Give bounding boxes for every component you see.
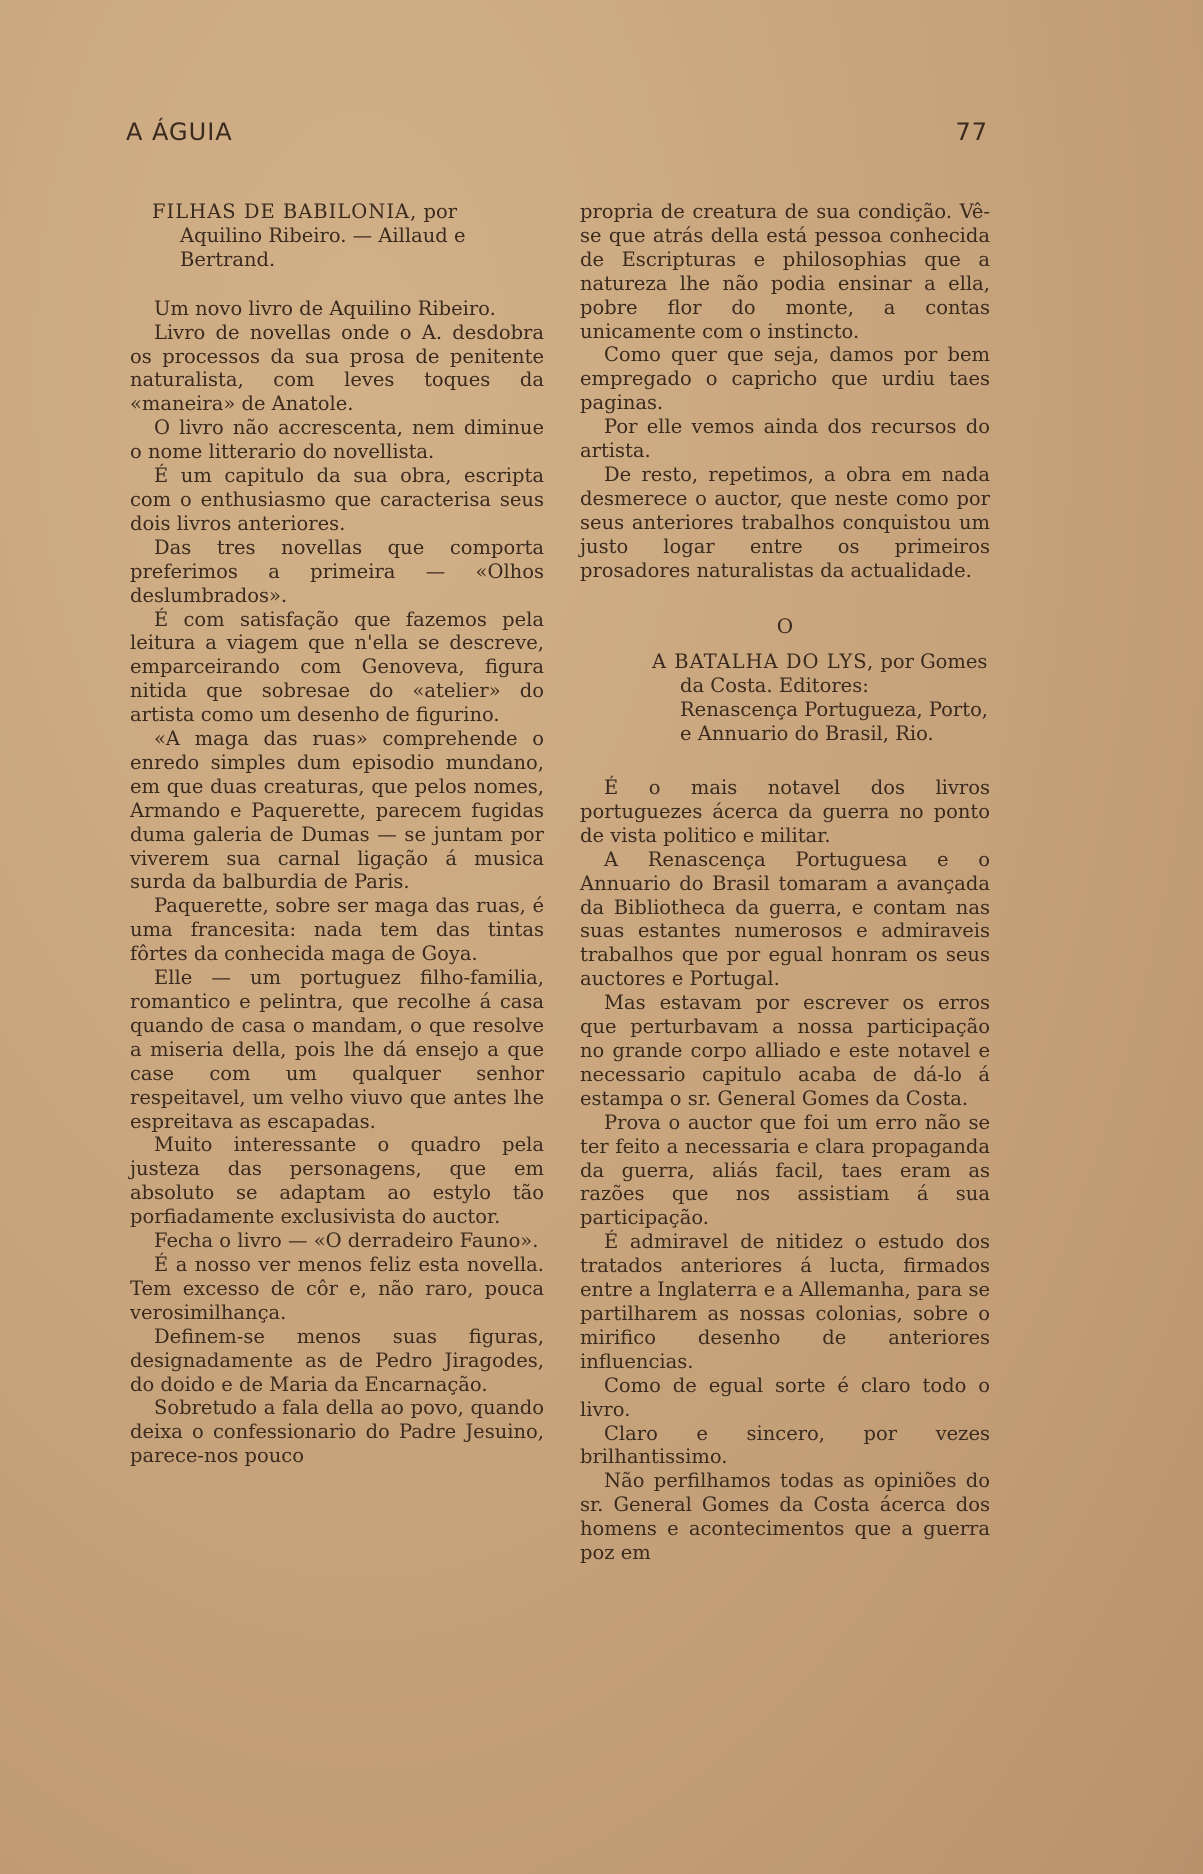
review-heading-batalha: [580, 650, 990, 746]
paragraph: Um novo livro de Aquilino Ribeiro.: [154, 296, 496, 320]
paragraph: É a nosso ver menos feliz esta novella. Tem excesso de côr e, não raro, pouca verosimilhança.: [130, 1252, 544, 1324]
journal-title: A ÁGUIA: [126, 118, 233, 146]
paragraph: Por elle vemos ainda dos recursos do artista.: [580, 415, 990, 463]
paragraph: propria de creatura de sua condição. Vê-se que atrás della está pessoa conhecida de Escripturas e philosophias que a natureza lhe não podia ensinar a ella, pobre flor do monte, a contas unicamente com o instincto.: [580, 200, 990, 343]
paragraph: Sobretudo a fala della ao povo, quando deixa o confessionario do Padre Jesuino, parece-nos pouco: [130, 1396, 544, 1468]
paragraph: Paquerette, sobre ser maga das ruas, é uma francesita: nada tem das tintas fôrtes da conhecida maga de Goya.: [130, 894, 544, 966]
paragraph: É admiravel de nitidez o estudo dos tratados anteriores á lucta, firmados entre a Inglaterra e a Allemanha, para se partilharem as nossas colonias, sobre o mirifico desenho de anteriores influencias.: [580, 1230, 990, 1373]
paragraph: É com satisfação que fazemos pela leitura a viagem que n'ella se descreve, emparceirando com Genoveva, figura nitida que sobresae do «atelier» do artista como um desenho de figurino.: [130, 607, 544, 727]
paragraph: É o mais notavel dos livros portuguezes ácerca da guerra no ponto de vista politico e militar.: [580, 776, 990, 847]
paragraph: É um capitulo da sua obra, escripta com o enthusiasmo que caracterisa seus dois livros anteriores.: [130, 464, 544, 535]
paragraph: Elle — um portuguez filho-familia, romantico e pelintra, que recolhe á casa quando de casa o mandam, o que resolve a miseria della, pois lhe dá ensejo a que case com um qualquer senhor respeitavel, um velho viuvo que antes lhe espreitava as escapadas.: [130, 966, 544, 1133]
paragraph: Livro de novellas onde o A. desdobra os processos da sua prosa de penitente naturalista, com leves toques da «maneira» de Anatole.: [130, 320, 544, 416]
paragraph: Não perfilhamos todas as opiniões do sr. General Gomes da Costa ácerca dos homens e acontecimentos que a guerra poz em: [580, 1469, 990, 1565]
right-column: [580, 200, 990, 1565]
paragraph: O livro não accrescenta, nem diminue o nome litterario do novellista.: [130, 416, 544, 464]
paragraph: Como quer que seja, damos por bem empregado o capricho que urdiu taes paginas.: [580, 343, 990, 415]
paragraph: «A maga das ruas» comprehende o enredo simples dum episodio mundano, em que duas creaturas, que pelos nomes, Armando e Paquerette, parecem fugidas duma galeria de Dumas — se juntam por viverem sua carnal ligação á musica surda da balburdia de Paris.: [130, 727, 544, 894]
review-title: FILHAS DE BABILONIA,: [152, 200, 418, 223]
paragraph: Fecha o livro — «O derradeiro Fauno».: [154, 1229, 539, 1253]
left-column: [130, 200, 544, 1468]
paragraph: A Renascença Portuguesa e o Annuario do Brasil tomaram a avançada da Bibliotheca da guerra, e contam nas suas estantes numerosos e admiraveis trabalhos que por egual honram os seus auctores e Portugal.: [580, 847, 990, 991]
paragraph: Prova o auctor que foi um erro não se ter feito a necessaria e clara propaganda da guerra, aliás facil, taes eram as razões que nos assistiam á sua participação.: [580, 1110, 990, 1230]
page-header: [126, 118, 988, 146]
section-separator: O: [776, 613, 794, 638]
paragraph: De resto, repetimos, a obra em nada desmerece o auctor, que neste como por seus anteriores trabalhos conquistou um justo logar entre os primeiros prosadores naturalistas da actualidade.: [580, 462, 990, 582]
page-number: 77: [955, 118, 988, 146]
review-title: A BATALHA DO LYS,: [652, 650, 875, 674]
paragraph: Como de egual sorte é claro todo o livro.: [580, 1373, 990, 1421]
paragraph: Muito interessante o quadro pela justeza das personagens, que em absoluto se adaptam ao estylo tão porfiadamente exclusivista do auctor.: [130, 1133, 544, 1229]
paragraph: Mas estavam por escrever os erros que perturbavam a nossa participação no grande corpo alliado e este notavel e necessario capitulo acaba de dá-lo á estampa o sr. General Gomes da Costa.: [580, 991, 990, 1110]
paragraph: Claro e sincero, por vezes brilhantissimo.: [580, 1421, 990, 1469]
paragraph: Das tres novellas que comporta preferimos a primeira — «Olhos deslumbrados».: [130, 535, 544, 607]
review-byline: por Aquilino Ribeiro. — Aillaud e Bertrand.: [180, 200, 466, 271]
paragraph: Definem-se menos suas figuras, designadamente as de Pedro Jiragodes, do doido e de Maria da Encarnação.: [130, 1324, 544, 1396]
review-heading-filhas: [130, 200, 544, 272]
review-byline: por Gomes da Costa. Editores: Renascença Portugueza, Porto, e Annuario do Brasil, Rio.: [680, 650, 989, 746]
